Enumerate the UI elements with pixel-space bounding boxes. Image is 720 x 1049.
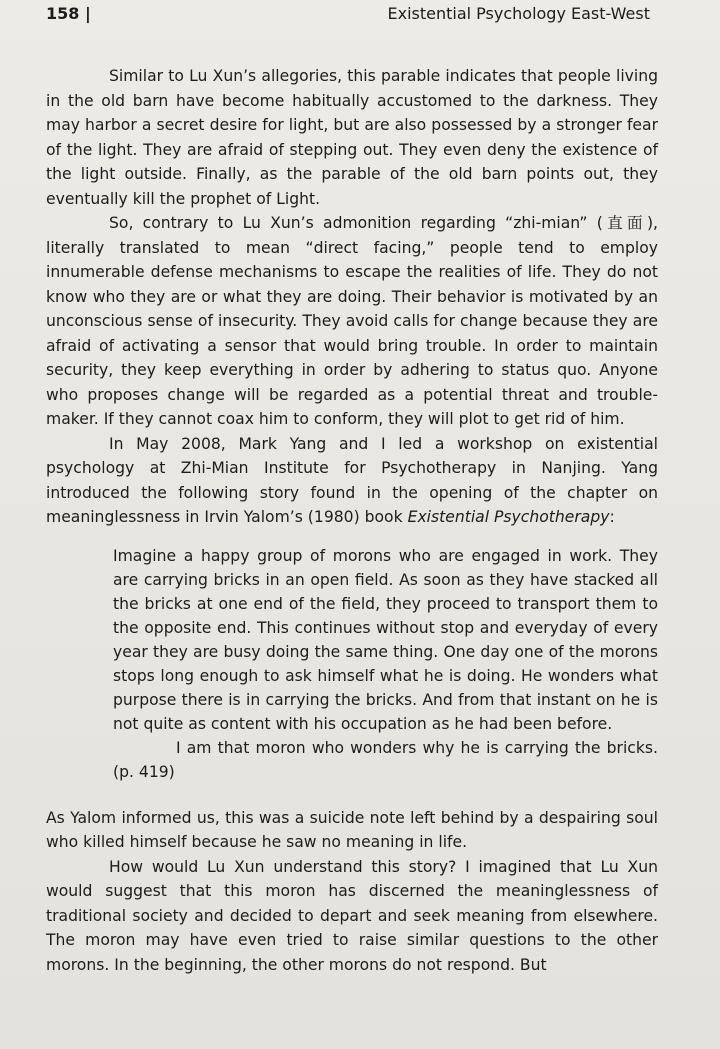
paragraph-3	[46, 432, 658, 530]
page-number: 158 |	[46, 4, 91, 23]
paragraph-3-end: :	[609, 508, 615, 526]
book-title-italic: Existential Psychotherapy	[407, 508, 610, 526]
quote-paragraph-1: Imagine a happy group of morons who are engaged in work. They are carrying bricks in an open field. As soon as they have stacked all the bricks at one end of the field, they proceed to transport them to the opposite end. This continues without stop and everyday of every year they are busy doing the same thing. One day one of the morons stops long enough to ask himself what he is doing. He wonders what purpose there is in carrying the bricks. And from that instant on he is not quite as content with his occupation as he had been before.	[113, 546, 658, 733]
paragraph-3-text: In May 2008, Mark Yang and I led a workshop on existential psychology at Zhi-Mian Institute for Psychotherapy in Nanjing. Yang introduced the following story found in the opening of the chapter on meaninglessness in Irvin Yalom’s (1980) book	[46, 434, 658, 526]
paragraph-4: As Yalom informed us, this was a suicide note left behind by a despairing soul who killed himself because he saw no meaning in life.	[46, 808, 658, 851]
body-text	[46, 64, 658, 977]
running-title: Existential Psychology East-West	[387, 4, 650, 23]
paragraph-2: So, contrary to Lu Xun’s admonition regarding “zhi-mian” (直面), literally translated to mean “direct facing,” people tend to employ innumerable defense mechanisms to escape the realities of life. They do not know who they are or what they are doing. Their behavior is motivated by an unconscious sense of insecurity. They avoid calls for change because they are afraid of activating a sensor that would bring trouble. In order to maintain security, they keep everything in order by adhering to status quo. Anyone who proposes change will be regarded as a potential threat and trouble-maker. If they cannot coax him to conform, they will plot to get rid of him.	[46, 214, 658, 428]
block-quote	[113, 544, 658, 784]
paragraph-5: How would Lu Xun understand this story? I imagined that Lu Xun would suggest that this moron has discerned the meaninglessness of traditional society and decided to depart and seek meaning from elsewhere. The moron may have even tried to raise similar questions to the other morons. In the beginning, the other morons do not respond. But	[46, 857, 658, 974]
paragraph-1: Similar to Lu Xun’s allegories, this parable indicates that people living in the old barn have become habitually accustomed to the darkness. They may harbor a secret desire for light, but are also possessed by a stronger fear of the light. They are afraid of stepping out. They even deny the existence of the light outside. Finally, as the parable of the old barn points out, they eventually kill the prophet of Light.	[46, 67, 658, 208]
quote-paragraph-2: I am that moron who wonders why he is carrying the bricks. (p. 419)	[113, 738, 658, 781]
page-header	[46, 4, 650, 30]
